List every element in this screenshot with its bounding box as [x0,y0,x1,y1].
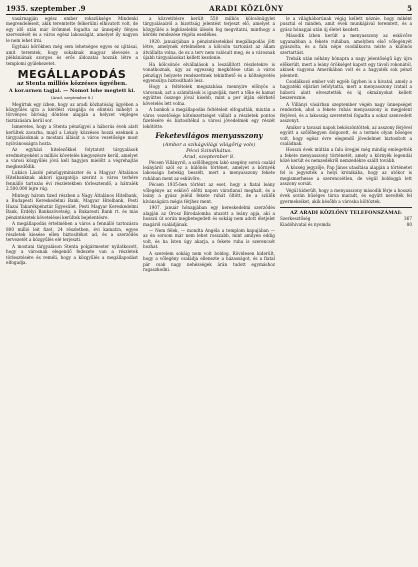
section-title: MEGÁLLAPODÁS [17,68,127,82]
section-dateline: (Arad, szeptember 8.) [51,94,93,100]
article-dateline: Arad, szeptember 8. [183,153,235,160]
col2-paragraph: 1907. január hónapjában egy kereskedelmi szerződés alapján az Orosz Birodalomba utazott a leány apja, aki a hosszú út során megbetegedett és sokáig nem adott életjelet magáról családjának. [143,205,275,227]
article-columns [6,16,412,563]
column-3 [280,16,412,563]
newspaper-title: ARADI KÖZLÖNY [209,3,284,13]
col3-paragraph: Trebák után néhány hónapra a nagy jelentőségű ügy újra előkerült, mert a leány örökséget kapott egy távoli rokonától, akinek vagyona Amerikában volt és a hagyaték sok pénzt jelentett. [280,56,412,78]
col1-paragraph: Ismeretes, hogy a Stenta pénzügyei a háborús évek alatt kerültek zavarba, majd a Lokaly közzéses hozzá ezeknek a tárgyalásoknak a mostani állását a város vezetősége most nyilvánosságra hozta. [6,124,138,146]
col1-paragraph: Az egyházi hitelezőkkel folytatott tárgyalások eredményeként a milliós követelés kiegyezésre kerül, amelyet a városi közgyűlés jóvá kell hagyjon mielőtt a végrehajtás megkezdődik. [6,147,138,169]
page-header [6,3,412,13]
col3-paragraph: Amikor a tavaszi napok beköszöntöttek, az asszony férjével együtt a szőlőhegyen dolgozott, és a termés olyan bőséges volt, hogy egész évre elegendő jövedelmet biztosított a családnak. [280,124,412,146]
telephone-label: Kiadóhivatal és nyomda [280,221,331,227]
telephone-number: 367 [404,216,412,222]
col2-paragraph: Pécsen 1935-ben történt az eset, hogy a fiatal leány vőlegénye az esküvő előtti napon váratlanul meghalt, és a leány a gyász jeléül fekete ruhát öltött, de a szülők kívánságára mégis férjhez ment. [143,182,275,204]
section-byline: A kor.urnen tagjai. — Nomot lohe megtett ki. [8,88,136,95]
issue-date: 1935. szeptember .9 [6,3,86,13]
telephone-title: AZ ARADI KÖZLÖNY TELEFONSZÁMAI: [290,209,402,216]
col3-paragraph: Második ízben került a menyasszony az esküvőre ugyanabban a fekete ruhában, amelyben első vőlegényét gyászolta, és a falu népe csodálkozva nézte a különös szertartást. [280,33,412,55]
col3-paragraph: le a világháborúnak végig kellett néznie, hogy miként pusztul el minden, amit évek munkájával teremtett, és a gyász hónapjai után új életet kezdett. [280,16,412,32]
col2-lead: A bankok a megállapodás feltételeit elfogadták, miután a város vezetősége kötelezettséget vállalt a részletek pontos fizetésére és biztosítékul a városi jövedelmek egy részét lekötötte. [143,107,275,129]
column-2 [143,16,275,563]
col2-lead: a közvetítésre került 550 milliós kölcsönügylet tárgyalásairól a bizottság jelentést terjeszt elő, amelyet a közgyűlés a legközelebbi ülésén fog megvitatni, minthogy a kérdés rendezése régóta esedékes. [143,16,275,38]
col2-lead: Ha kölcsönös elvállalások a leszállított részletekre is vonatkoznak, úgy az egyezség megkötése után a város pénzügyi helyzete rendezettnek tekinthető és a költségvetés egyensúlya biztosítható lesz. [143,61,275,83]
section-header [6,69,138,100]
article-subhead: (Ambor a szikágvilági világőrig vols) [162,141,256,148]
col2-paragraph: — Nem félek, — mondta Angéla a templom kapujában — az én sorsom már nem lehet rosszabb, mint amilyen eddig volt, és ha Isten úgy akarja, a fekete ruha is szerencsét hozhat. [143,228,275,250]
col3-paragraph: Hosszú évek múltán a falu öregjei még mindig emlegették a fekete menyasszony történetét, amely a környék legendái közé került és nemzedékről nemzedékre szállt tovább. [280,147,412,164]
section-subtitle: az Stenta milliós közzéses ügyében. [16,81,128,88]
col3-paragraph: Csodálkozó ember volt egyéb ügyben is a hivatal, amely a hagyatéki eljárást lefolytatta, mert a menyasszony iratait a háború alatt elvesztették és új okmányokat kellett beszereznie. [280,78,412,101]
article-source: Pécsi Szindikátus. [186,147,232,154]
col2-paragraph: A szerelem sokáig nem volt boldog. Rövidesen kiderült, hogy a vőlegény családja ellenezte a házasságot, és a fiatal pár csak nagy nehézségek árán tudott egymáshoz ragaszkodni. [143,250,275,273]
col3-paragraph: A község jegyzője, Pap János utasítása alapján a történetet fel is jegyezték a helyi krónikába, hogy az utókor is megismerhesse a szerencsétlen, de végül boldoggá lett asszony sorsát. [280,164,412,187]
col1-paragraph: Lukács László pénzügyminiszter és a Magyar Általános Hitelbanknak akkori igazgatója szerint a város terhére fennálló tartozás évi részletekben törlesztendő, a hátralék 2.500.000 lejre rúg. [6,170,138,192]
telephone-label: Szerkesztőség [280,216,311,222]
col1-lead-1: vasárnapján egész ember rokszüksége Mindenki megrendeléseit, akik teremtette felkerülni elhivatott volt, de egy idő után már örömmel fogadta az ünnepély fényes szervezését és a város egész lakosságát, amelyet ily nagyon le nem lehet írni. [6,16,138,43]
col3-paragraph: Végül kiderült, hogy a menyasszony második férje a hosszú évek során hűséges társa maradt, és együtt nevelték fel gyermekeiket, akik később a városba költöztek. [280,187,412,204]
telephone-box [280,207,412,227]
col3-paragraph: A Villányi vásárban szeptember végén nagy ünnepséget rendeztek, ahol a fekete ruhás menyasszony is megjelent férjével, és a lakosság szeretettel fogadta a sokat szenvedett asszonyt. [280,101,412,124]
col1-paragraph: Mintegy három tized részben a Nagy Általános Hitelbank, a Budapesti Kereskedelmi Bank, Magyar Hitelbank, Pesti Hazai Takarékpénztár Egyesület, Pesti Magyar Kereskedelmi Bank, Erdélyi Bankszövetség, a Bukaresti Bank rt. és más pénzintézetek követelései kerültek bejelentésre. [6,192,138,220]
telephone-number: 80 [406,221,412,227]
col2-lead: Hogy a feltételek megszabása mennyire előnyös a városnak, azt a számítások is igazolják, mert a tőke és kamat együttes összege jóval kisebb, mint a per útján elérhető követelés lett volna. [143,84,275,106]
article-headline: Feketevilágos menyasszony [155,131,263,141]
telephone-row [280,222,412,227]
column-1 [6,16,138,563]
col1-paragraph: Megírtuk egy ízben, hogy az aradi közhatóság ügyében a közgyűlés ujra a kérdést vizsgálja és elintézi mihelyt a törvényes bíróság döntése alapján a helyzet végleges tisztázására kerül sor. [6,101,138,123]
page-number: 5 [407,3,412,13]
header-rule [6,14,412,15]
col1-paragraph: A mostani tárgyaláson Stenta polgármester nyilatkozott, hogy a városnak elegendő fedezete van a részletek törlesztésére és reméli, hogy a közgyűlés a megállapodást elfogadja. [6,243,138,266]
col2-paragraph: Pécsen Villányról, a szőlőhegyen lakó szegény sorsú család leányáról szól ez a különös történet, amelyet a környék lakossága hetekig beszélt, mert a menyasszony fekete ruhában ment az esküvőre. [143,159,275,181]
col2-lead: 1920. januárjában a pénzintézetekkel megállapodás jött létre, amelynek értelmében a kölcsön tartozást az állam átvállalta volna, de ez a terv nem valósult meg, és a városnak újabb tárgyalásokat kellett kezdenie. [143,38,275,61]
col1-lead-2: Egyházi körökben még sem lehetséges egyes ez ujitásai, amit teremtek, hogy sokaknak magyar idevezés a plébániának szorgos és erős áldozatai hozzák létre a templomi gyülekezetet. [6,44,138,66]
col1-paragraph: A megállapodás értelmében a város a fennálló tartozásra 800 millió leit fizet, 24 részletben, évi kamatra, egyes részletek kiesése ellen biztosítékot ad, és a szerződés tervezetét a közgyűlés elé terjeszti. [6,221,138,243]
